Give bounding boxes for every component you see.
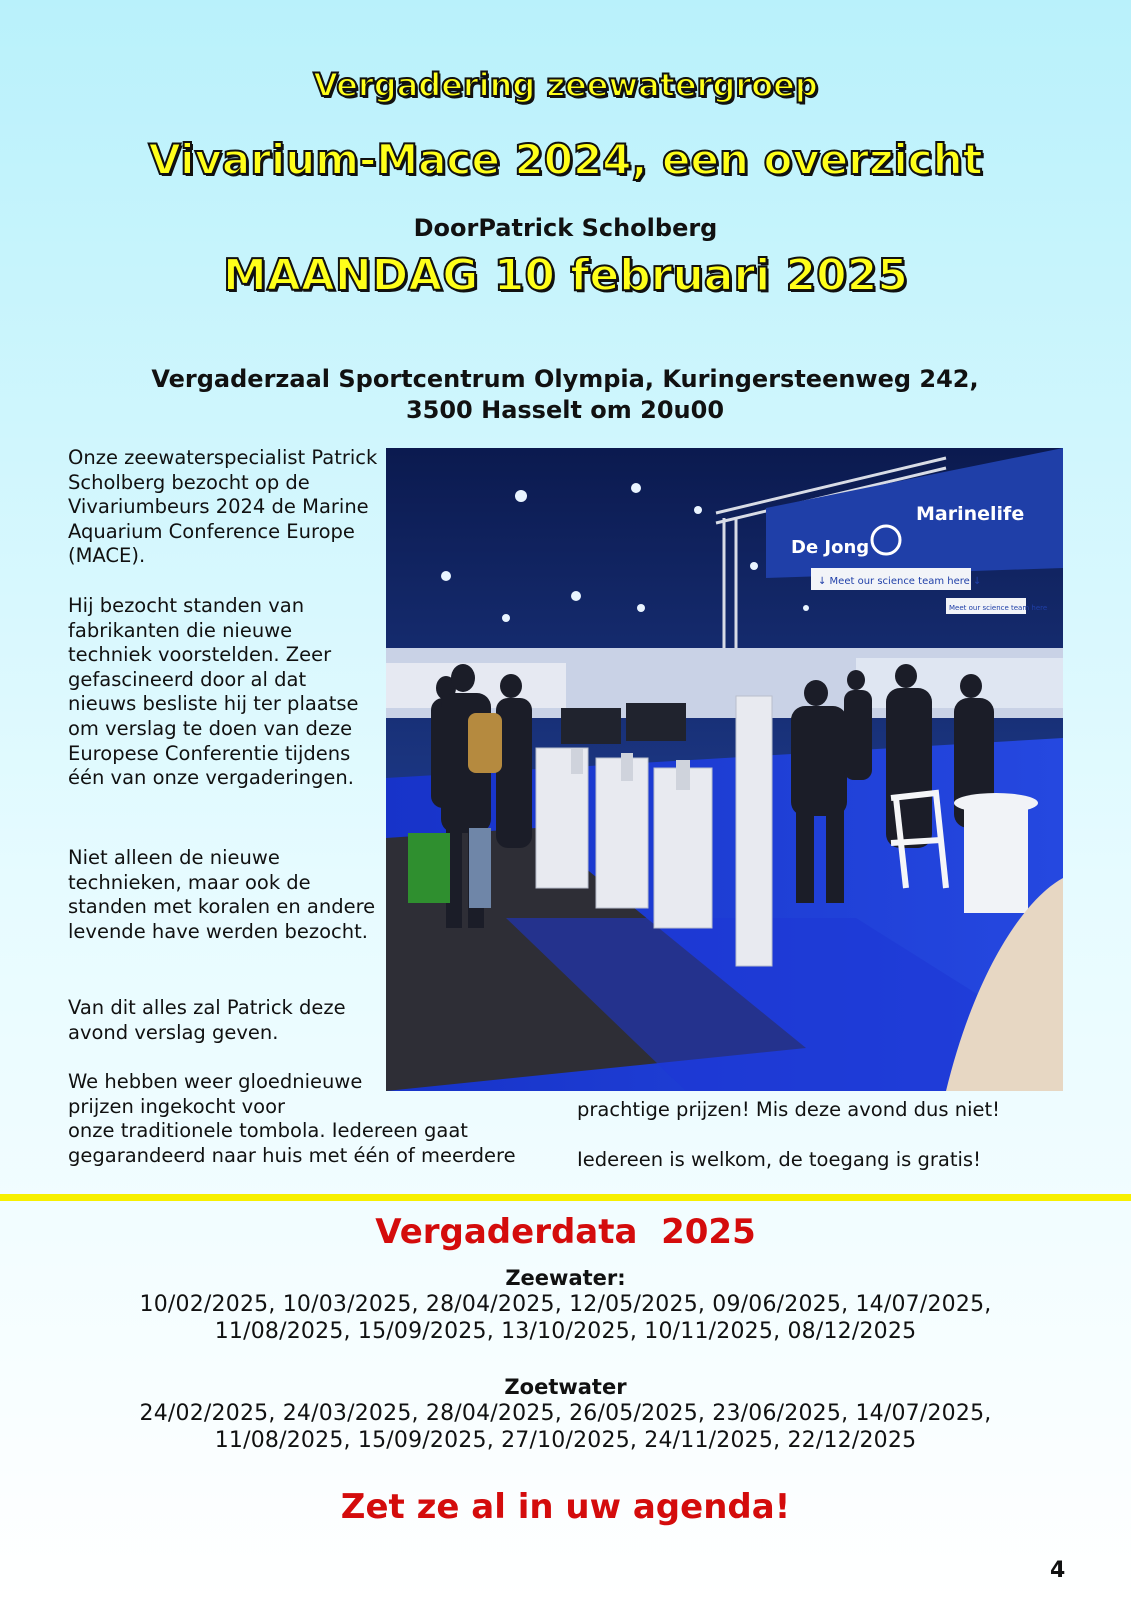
seawater-dates-line-2: 11/08/2025, 15/09/2025, 13/10/2025, 10/11/2025, 08/12/2025 bbox=[214, 1319, 917, 1344]
section-divider bbox=[0, 1194, 1131, 1201]
banner-brand-2: Marinelife bbox=[916, 503, 1025, 525]
closing-call-to-action: Zet ze al in uw agenda! bbox=[340, 1487, 791, 1527]
article-paragraph-1: Onze zeewaterspecialist Patrick Scholberg bezocht op de Vivariumbeurs 2024 de Marine Aquarium Conference Europe (MACE). bbox=[68, 446, 378, 568]
article-paragraph-4: Van dit alles zal Patrick deze avond verslag geven. bbox=[68, 996, 346, 1044]
article-paragraph-6: Iedereen is welkom, de toegang is gratis! bbox=[577, 1148, 981, 1171]
section-kicker: Vergadering zeewatergroep bbox=[313, 66, 818, 104]
schedule-title: Vergaderdata 2025 bbox=[375, 1212, 756, 1252]
article-paragraph-5-continued: onze traditionele tombola. Iedereen gaat gegarandeerd naar huis met één of meerdere bbox=[68, 1119, 516, 1167]
article-paragraph-3: Niet alleen de nieuwe technieken, maar ook de standen met koralen en andere levende have werden bezocht. bbox=[68, 846, 376, 943]
byline: DoorPatrick Scholberg bbox=[413, 214, 718, 242]
science-team-sign: ↓ Meet our science team here ↓ bbox=[818, 576, 982, 587]
meeting-date: MAANDAG 10 februari 2025 bbox=[222, 250, 909, 301]
science-team-sign-2: Meet our science team here bbox=[949, 604, 1048, 612]
banner-brand: De Jong bbox=[791, 537, 870, 558]
article-paragraph-5-end: prachtige prijzen! Mis deze avond dus niet! bbox=[577, 1098, 1000, 1121]
venue-line-1: Vergaderzaal Sportcentrum Olympia, Kuringersteenweg 242, bbox=[151, 365, 979, 393]
expo-hall-photo bbox=[386, 448, 1063, 1091]
page-number: 4 bbox=[1050, 1558, 1066, 1583]
venue-address bbox=[60, 364, 1070, 426]
seawater-label: Zeewater: bbox=[505, 1266, 626, 1290]
venue-line-2: 3500 Hasselt om 20u00 bbox=[405, 396, 725, 424]
article-paragraph-2: Hij bezocht standen van fabrikanten die nieuwe techniek voorstelden. Zeer gefascineerd door al dat nieuws besliste hij ter plaatse om verslag te doen van deze Europese Conferentie tijdens één van onze vergaderingen. bbox=[68, 594, 359, 790]
seawater-dates-line-1: 10/02/2025, 10/03/2025, 28/04/2025, 12/05/2025, 09/06/2025, 14/07/2025, bbox=[139, 1292, 992, 1317]
freshwater-label: Zoetwater bbox=[504, 1375, 627, 1399]
freshwater-dates-line-1: 24/02/2025, 24/03/2025, 28/04/2025, 26/05/2025, 23/06/2025, 14/07/2025, bbox=[139, 1401, 992, 1426]
article-paragraph-5: We hebben weer gloednieuwe prijzen ingekocht voor bbox=[68, 1070, 363, 1118]
freshwater-dates-line-2: 11/08/2025, 15/09/2025, 27/10/2025, 24/11/2025, 22/12/2025 bbox=[214, 1428, 917, 1453]
article-title: Vivarium-Mace 2024, een overzicht bbox=[148, 135, 983, 184]
